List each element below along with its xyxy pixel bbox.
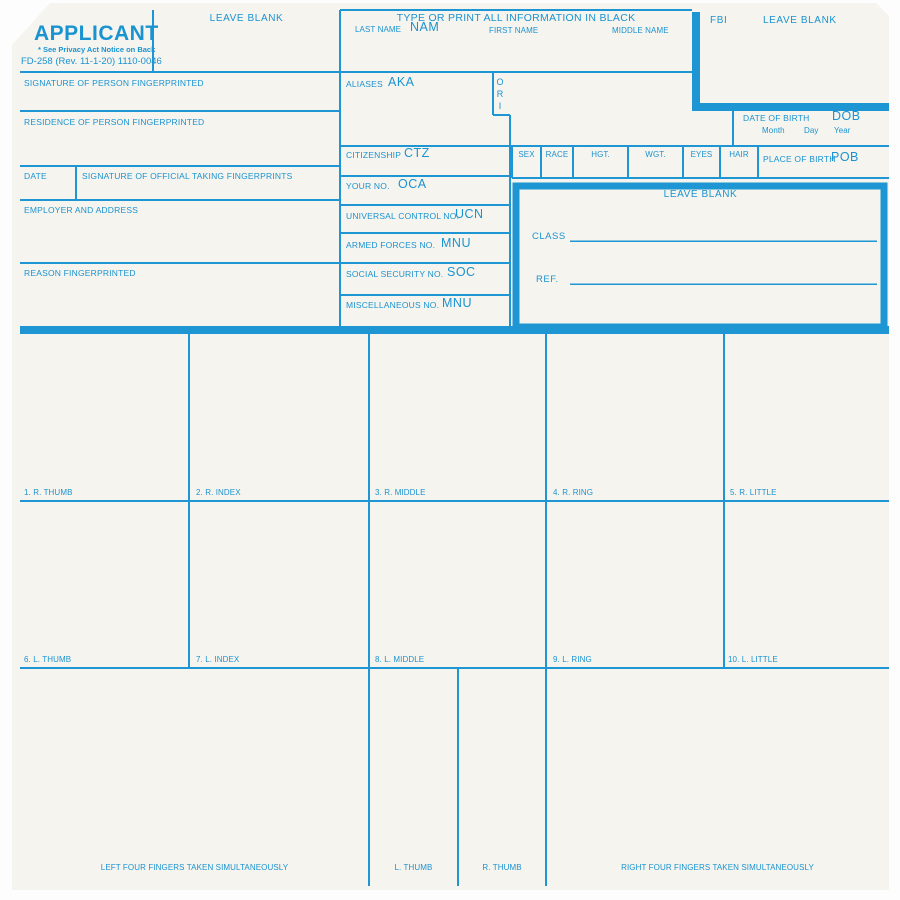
fingerprint-label-l-little: 10. L. LITTLE [728,655,778,664]
hair-header: HAIR [729,150,749,159]
r-thumb-box [458,668,546,886]
reason-area [22,280,338,324]
last-name-label: LAST NAME [355,25,402,34]
right-four-fingers-box [546,668,889,886]
fingerprint-label-r-middle: 3. R. MIDDLE [375,488,426,497]
sex-header: SEX [518,150,535,159]
left-four-fingers-label: LEFT FOUR FINGERS TAKEN SIMULTANEOUSLY [100,863,289,872]
ref-label: REF. [536,274,559,285]
privacy-act-note: * See Privacy Act Notice on Back [38,45,156,54]
race-header: RACE [545,150,569,159]
fingerprint-box-r-index [189,334,369,501]
residence-area [22,130,338,164]
armed-forces-label: ARMED FORCES NO. [346,240,436,250]
ref-entry-line [570,268,877,283]
eyes-header: EYES [690,150,713,159]
date-of-birth-label: DATE OF BIRTH [743,113,810,123]
r-thumb-label: R. THUMB [482,863,522,872]
fingerprint-box-l-thumb [20,501,189,668]
fingerprint-label-l-thumb: 6. L. THUMB [24,655,72,664]
armed-forces-code: MNU [441,236,471,250]
your-no-code: OCA [398,177,427,191]
universal-control-label: UNIVERSAL CONTROL NO. [346,211,460,221]
class-label: CLASS [532,231,566,242]
fingerprint-label-r-ring: 4. R. RING [553,488,594,497]
aliases-label: ALIASES [346,79,383,89]
signature-official-area [78,182,338,198]
employer-label: EMPLOYER AND ADDRESS [24,205,139,215]
fingerprint-box-r-middle [369,334,546,501]
social-security-code: SOC [447,265,476,279]
citizenship-label: CITIZENSHIP [346,150,402,160]
left-four-fingers-box [20,668,369,886]
fingerprint-box-l-index [189,501,369,668]
miscellaneous-label: MISCELLANEOUS NO. [346,300,440,310]
height-header: HGT. [591,150,610,159]
place-of-birth-label: PLACE OF BIRTH [763,154,836,164]
form-number: FD-258 (Rev. 11-1-20) 1110-0046 [21,56,162,67]
fbi-leave-blank-label: LEAVE BLANK [763,15,837,26]
signature-official-label: SIGNATURE OF OFFICIAL TAKING FINGERPRINTS [82,171,293,181]
first-name-label: FIRST NAME [489,26,539,35]
weight-header: WGT. [645,150,666,159]
ori-code: ORI [495,77,505,113]
miscellaneous-code: MNU [442,296,472,310]
fingerprint-box-r-ring [546,334,724,501]
aliases-code: AKA [388,75,415,89]
fingerprint-box-r-thumb [20,334,189,501]
l-thumb-box [369,668,458,886]
fingerprint-label-l-index: 7. L. INDEX [196,655,240,664]
signature-person-area [22,90,338,110]
social-security-label: SOCIAL SECURITY NO. [346,269,444,279]
class-entry-line [570,225,877,240]
l-thumb-label: L. THUMB [394,863,433,872]
last-name-code: NAM [410,20,440,34]
leave-blank-box-title: LEAVE BLANK [663,189,738,200]
date-label: DATE [24,171,47,181]
fbi-number-area [702,30,887,100]
type-print-instruction: TYPE OR PRINT ALL INFORMATION IN BLACK [396,12,636,24]
name-entry-area [342,32,690,70]
universal-control-code: UCN [455,207,484,221]
applicant-title: APPLICANT [34,22,159,45]
fingerprint-label-r-thumb: 1. R. THUMB [24,488,73,497]
year-label: Year [834,126,851,135]
place-of-birth-code: POB [831,150,859,164]
signature-person-label: SIGNATURE OF PERSON FINGERPRINTED [24,78,204,88]
fingerprint-box-l-middle [369,501,546,668]
date-area [22,182,74,198]
employer-area [22,218,338,261]
month-label: Month [762,126,785,135]
citizenship-code: CTZ [404,146,430,160]
residence-label: RESIDENCE OF PERSON FINGERPRINTED [24,117,205,127]
fingerprint-box-l-ring [546,501,724,668]
fingerprint-label-l-ring: 9. L. RING [553,655,592,664]
right-four-fingers-label: RIGHT FOUR FINGERS TAKEN SIMULTANEOUSLY [621,863,814,872]
fingerprint-box-l-little [724,501,889,668]
middle-name-label: MIDDLE NAME [612,26,669,35]
ori-entry-area [515,112,730,144]
fingerprint-label-r-little: 5. R. LITTLE [730,488,777,497]
date-of-birth-code: DOB [832,109,861,123]
fingerprint-label-l-middle: 8. L. MIDDLE [375,655,425,664]
fingerprint-box-r-little [724,334,889,501]
reason-label: REASON FINGERPRINTED [24,268,136,278]
your-no-label: YOUR NO. [346,181,390,191]
fingerprint-label-r-index: 2. R. INDEX [196,488,241,497]
fbi-label: FBI [710,15,728,26]
day-label: Day [804,126,819,135]
leave-blank-top-label: LEAVE BLANK [209,13,284,24]
